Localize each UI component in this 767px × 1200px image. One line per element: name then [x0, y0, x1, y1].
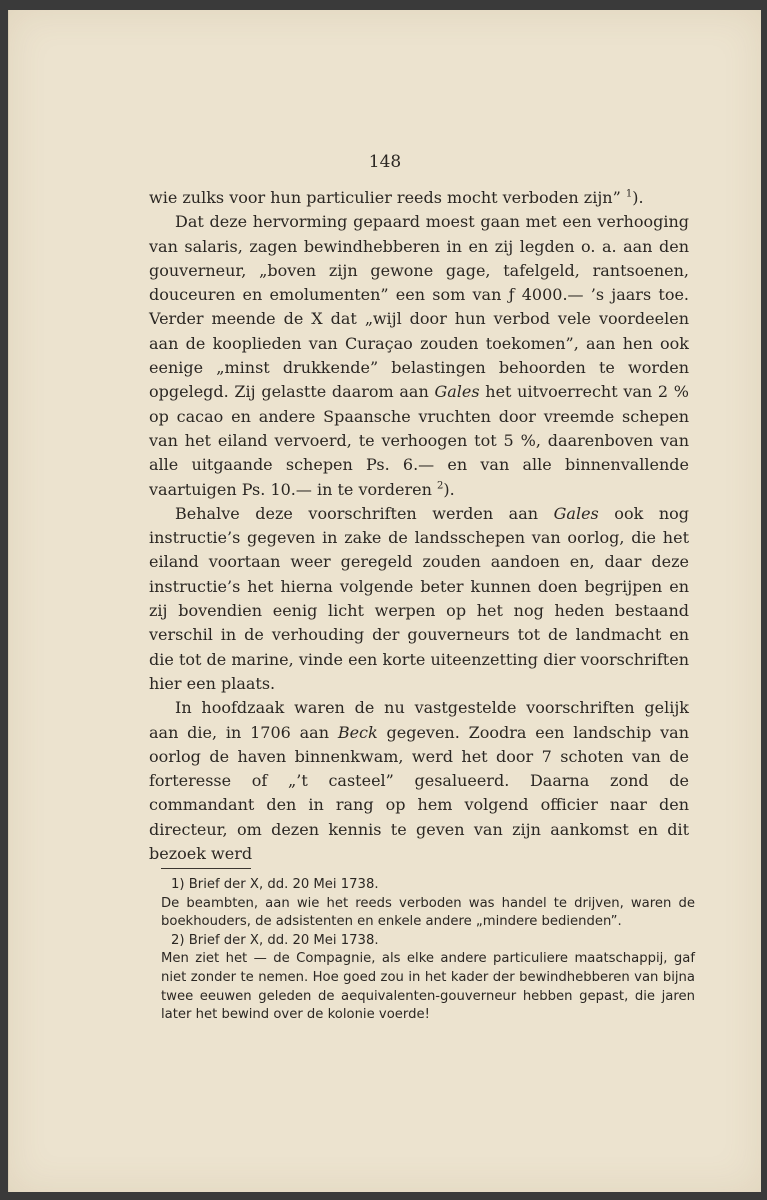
paragraph-4-text-a: In hoofdzaak waren de nu vastgestelde voorschriften gelijk aan die, in 1706 aan — [149, 698, 689, 742]
paragraph-4 — [149, 696, 689, 866]
paragraph-2 — [149, 210, 689, 502]
paragraph-2-end: ). — [443, 479, 455, 499]
paragraph-1 — [149, 186, 689, 210]
footnote-1-text: De beambten, aan wie het reeds verboden was handel te drijven, waren de boekhouders, de adsistenten en enkele andere „mindere bedienden”. — [161, 895, 695, 930]
footnote-divider — [161, 868, 251, 869]
name-gales: Gales — [434, 382, 480, 402]
book-page — [8, 10, 761, 1192]
page-number: 148 — [368, 152, 402, 172]
paragraph-4-text-b: gegeven. Zoodra een landschip van oorlog de haven binnenkwam, werd het door 7 schoten van de forteresse of „’t casteel” gesalueerd. Daarna zond de commandant den in rang op hem volgend officier naar den directeur, om dezen kennis te geven van zijn aankomst en dit bezoek werd — [149, 722, 689, 864]
paragraph-1-text: wie zulks voor hun particulier reeds mocht verboden zijn” — [149, 188, 621, 207]
footnotes — [161, 876, 695, 1025]
body-text — [149, 186, 689, 866]
footnote-mark-2: 2 — [437, 480, 444, 492]
name-beck: Beck — [337, 722, 378, 742]
footnote-1-ref: 1) Brief der X, dd. 20 Mei 1738. — [171, 877, 379, 892]
paragraph-1-end: ). — [632, 188, 644, 207]
footnote-mark-1: 1 — [625, 188, 633, 200]
paragraph-3 — [149, 502, 689, 696]
footnote-2-text: Men ziet het — de Compagnie, als elke andere particuliere maatschappij, gaf niet zonder te nemen. Hoe goed zou in het kader der bewindhebberen van bijna twee eeuwen geleden de aequivalenten-gouverneur hebben gepast, die jaren later het bewind over de kolonie voerde! — [161, 951, 695, 1023]
paragraph-2-text-a: Dat deze hervorming gepaard moest gaan met een verhooging van salaris, zagen bewindhebberen in en zij legden o. a. aan den gouverneur, „boven zijn gewone gage, tafelgeld, rantsoenen, douceuren en emolumenten” een som van ƒ 4000.— ’s jaars toe. Verder meende de X dat „wijl door hun verbod vele voordeelen aan de kooplieden van Curaçao zouden toekomen”, aan hen ook eenige „minst drukkende” belastingen behoorden te worden opgelegd. Zij gelastte daarom aan — [149, 212, 689, 402]
paragraph-3-text-b: ook nog instructie’s gegeven in zake de landsschepen van oorlog, die het eiland voortaan weer geregeld zouden aandoen en, daar deze instructie’s het hierna volgende beter kunnen doen begrijpen en zij bovendien eenig licht werpen op het nog heden bestaand verschil in de verhouding der gouverneurs tot de landmacht en die tot de marine, vinde een korte uiteenzetting dier voorschriften hier een plaats. — [149, 503, 690, 693]
paragraph-3-text-a: Behalve deze voorschriften werden aan — [175, 503, 554, 523]
footnote-2-ref: 2) Brief der X, dd. 20 Mei 1738. — [171, 932, 379, 948]
paragraph-2-text-b: het uitvoerrecht van 2 % op cacao en andere Spaansche vruchten door vreemde schepen van het eiland vervoerd, te verhoogen tot 5 %, daarenboven van alle uitgaande schepen Ps. 6.— en van alle binnenvallende vaartuigen Ps. 10.— in te vorderen — [149, 382, 689, 499]
name-gales: Gales — [553, 503, 599, 523]
